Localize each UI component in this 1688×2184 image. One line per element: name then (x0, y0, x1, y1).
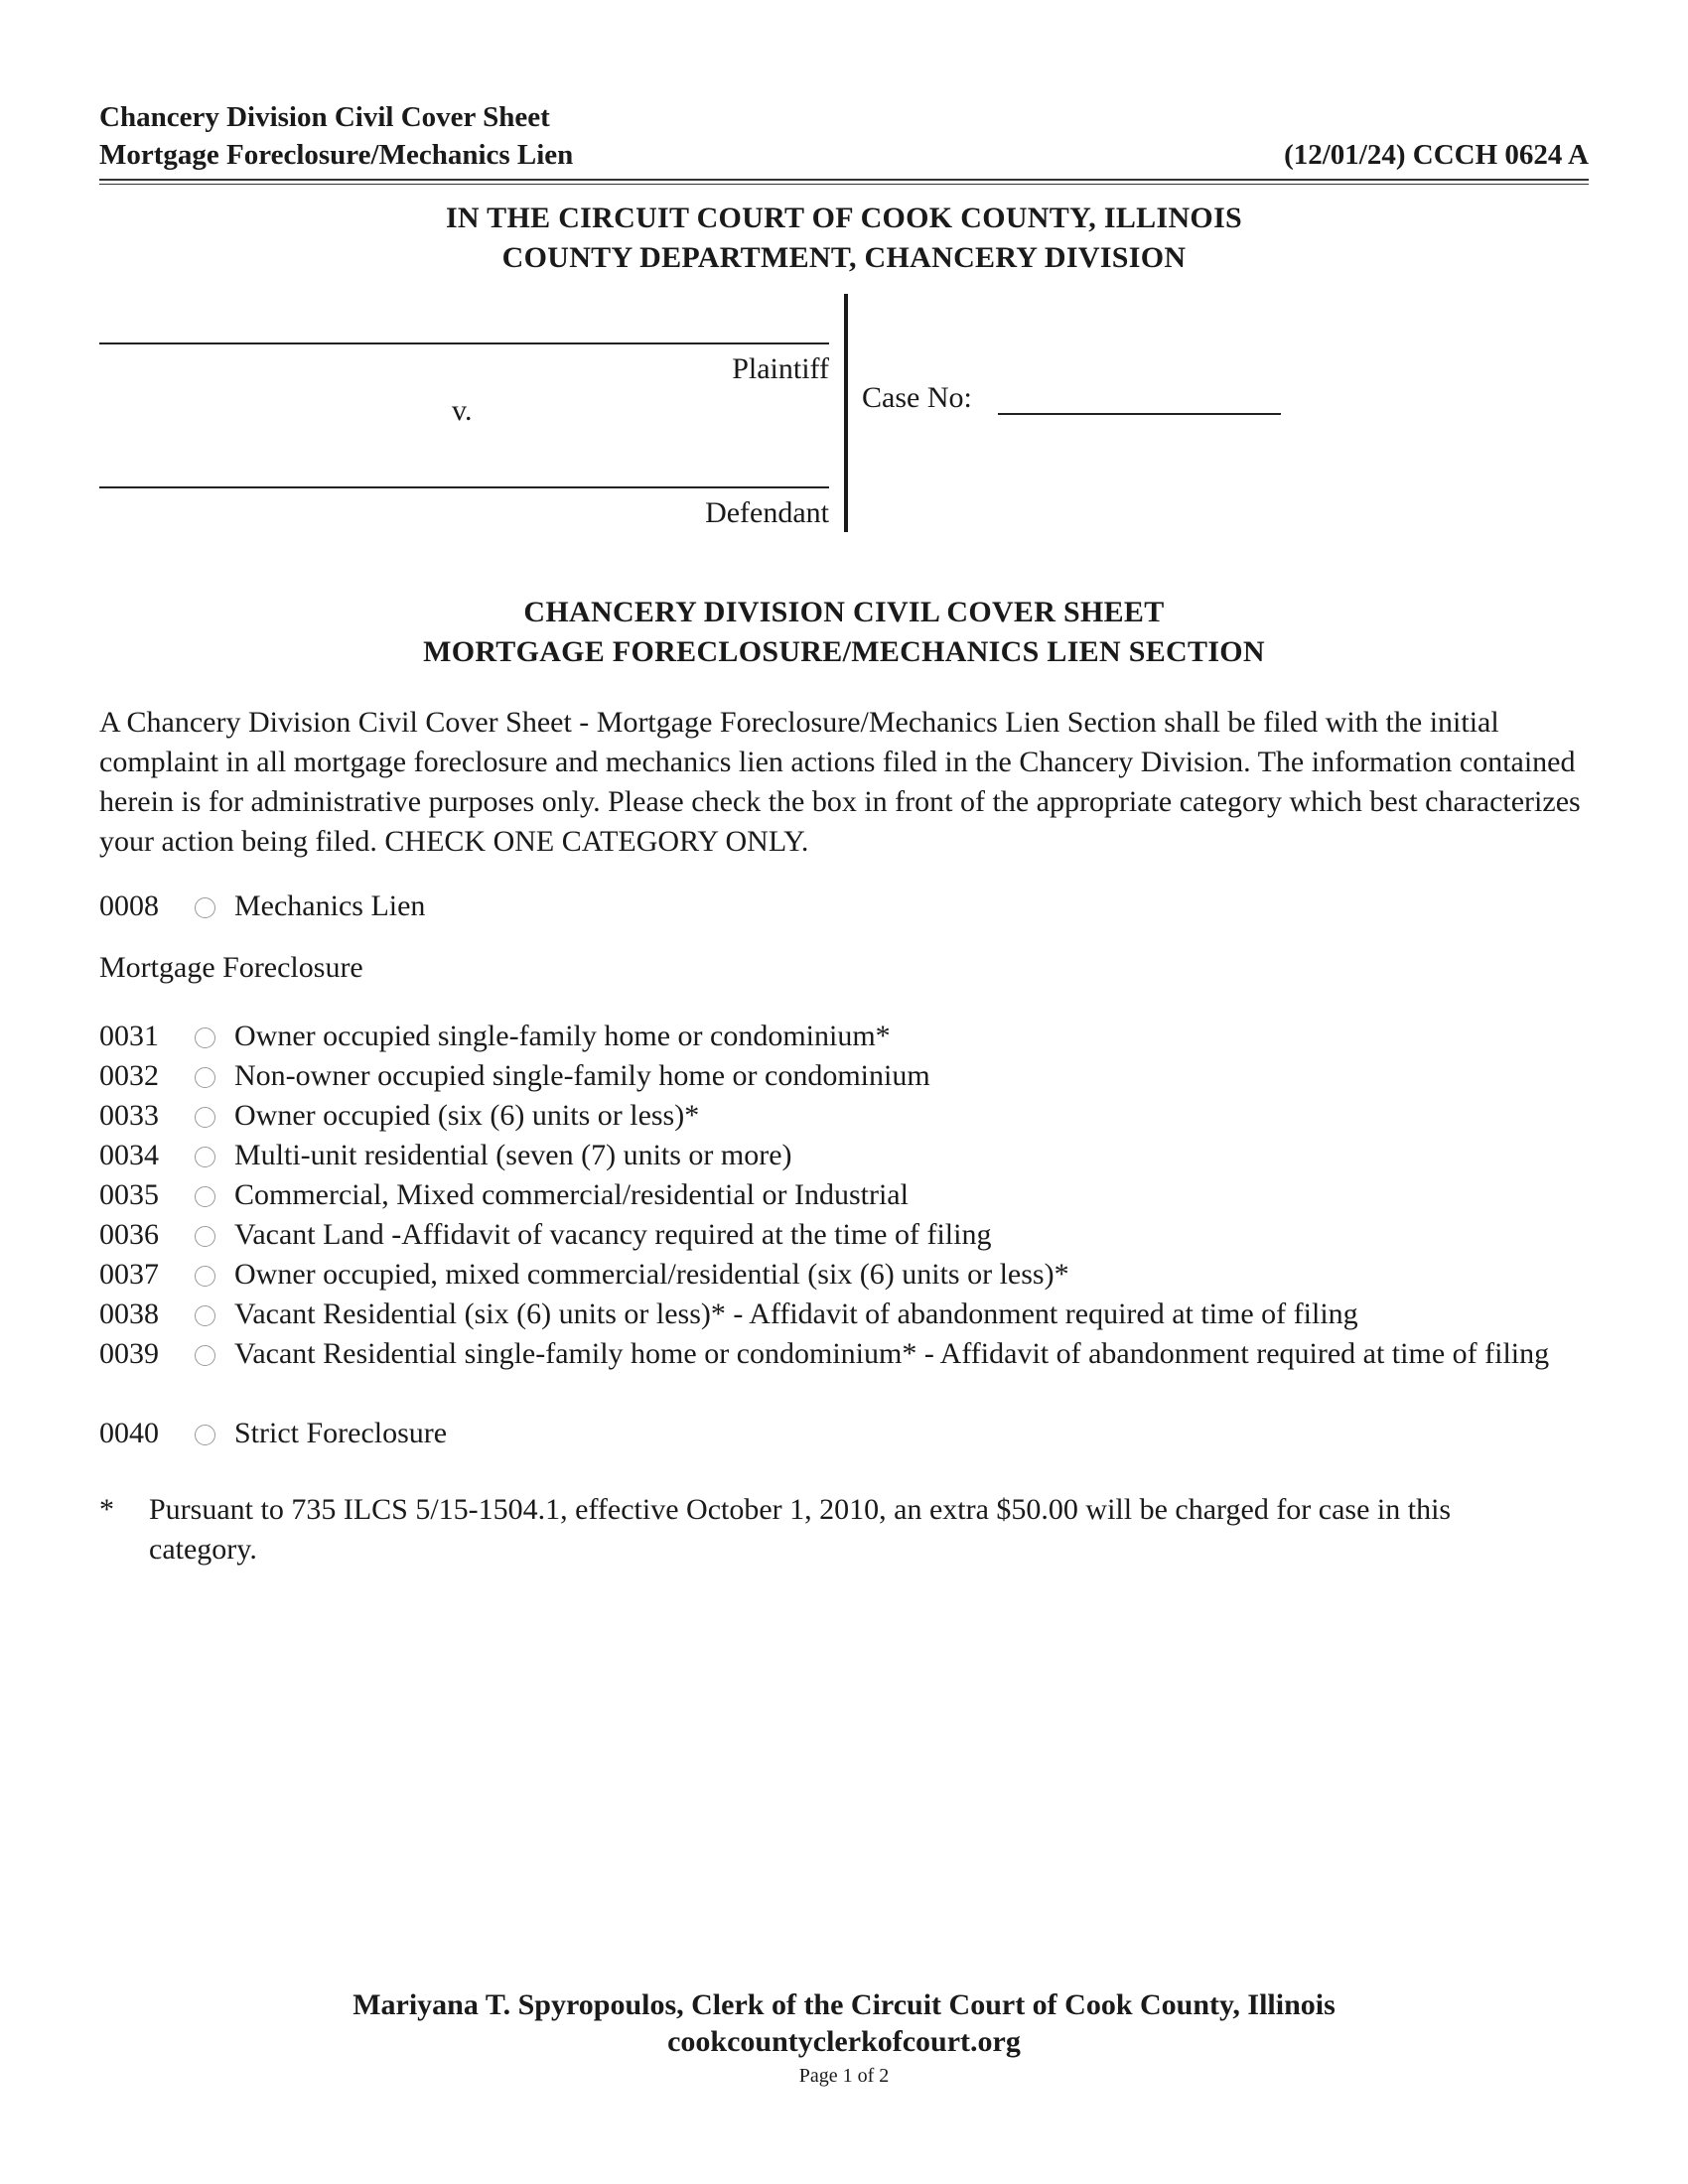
category-code: 0032 (99, 1059, 159, 1092)
case-no-label: Case No: (862, 381, 972, 414)
category-label: Owner occupied, mixed commercial/residential (six (6) units or less)* (234, 1258, 1069, 1291)
category-radio[interactable] (195, 1107, 215, 1128)
category-radio[interactable] (195, 1226, 215, 1247)
form-id: (12/01/24) CCCH 0624 A (1284, 139, 1589, 171)
category-code: 0036 (99, 1218, 159, 1251)
category-label: Owner occupied (six (6) units or less)* (234, 1099, 700, 1132)
defendant-name-field[interactable] (99, 454, 829, 485)
category-label: Vacant Land -Affidavit of vacancy required at the time of filing (234, 1218, 992, 1251)
category-radio[interactable] (195, 1345, 215, 1366)
category-code: 0038 (99, 1297, 159, 1330)
clerk-name: Mariyana T. Spyropoulos, Clerk of the Circuit Court of Cook County, Illinois (352, 1988, 1336, 2021)
defendant-line (99, 486, 829, 488)
category-label: Mechanics Lien (234, 889, 426, 922)
category-code: 0035 (99, 1178, 159, 1211)
caption-divider (844, 294, 848, 532)
mortgage-foreclosure-heading: Mortgage Foreclosure (99, 951, 363, 984)
court-department: COUNTY DEPARTMENT, CHANCERY DIVISION (501, 241, 1187, 274)
category-label: Strict Foreclosure (234, 1417, 448, 1449)
category-code: 0040 (99, 1417, 159, 1449)
category-label: Vacant Residential (six (6) units or less)* - Affidavit of abandonment required at time of filing (234, 1297, 1358, 1330)
form-title: Chancery Division Civil Cover Sheet (99, 101, 550, 133)
mechanics-lien-radio[interactable] (195, 897, 215, 918)
category-code: 0008 (99, 889, 159, 922)
category-label: Non-owner occupied single-family home or condominium (234, 1059, 930, 1092)
page-number: Page 1 of 2 (798, 2065, 890, 2087)
category-label: Multi-unit residential (seven (7) units or more) (234, 1139, 792, 1171)
category-code: 0034 (99, 1139, 159, 1171)
category-label: Commercial, Mixed commercial/residential or Industrial (234, 1178, 909, 1211)
category-label: Vacant Residential single-family home or condominium* - Affidavit of abandonment required at time of filing (234, 1337, 1550, 1370)
case-no-field[interactable] (998, 379, 1281, 415)
footnote-marker: * (99, 1493, 114, 1526)
category-radio[interactable] (195, 1067, 215, 1088)
instructions-paragraph: A Chancery Division Civil Cover Sheet - Mortgage Foreclosure/Mechanics Lien Section shall be filed with the initial complaint in all mortgage foreclosure and mechanics lien actions filed in the Chancery Division. The information contained herein is for administrative purposes only. Please check the box in front of the appropriate category which best characterizes your action being filed. CHECK ONE CATEGORY ONLY. (99, 706, 1581, 858)
category-code: 0031 (99, 1020, 159, 1052)
header-rule (99, 179, 1589, 181)
plaintiff-line (99, 342, 829, 344)
form-subtitle: Mortgage Foreclosure/Mechanics Lien (99, 139, 574, 171)
versus-label: v. (452, 394, 473, 427)
plaintiff-name-field[interactable] (99, 310, 829, 341)
category-code: 0039 (99, 1337, 159, 1370)
defendant-label: Defendant (705, 496, 829, 529)
section-subtitle: MORTGAGE FORECLOSURE/MECHANICS LIEN SECTION (423, 635, 1265, 668)
category-code: 0033 (99, 1099, 159, 1132)
section-title: CHANCERY DIVISION CIVIL COVER SHEET (523, 596, 1165, 628)
category-label: Owner occupied single-family home or condominium* (234, 1020, 891, 1052)
category-radio[interactable] (195, 1425, 215, 1445)
footnote-text: Pursuant to 735 ILCS 5/15-1504.1, effective October 1, 2010, an extra $50.00 will be charged for case in this category. (149, 1493, 1452, 1566)
category-radio[interactable] (195, 1186, 215, 1207)
category-radio[interactable] (195, 1147, 215, 1167)
clerk-website[interactable]: cookcountyclerkofcourt.org (667, 2025, 1021, 2058)
category-code: 0037 (99, 1258, 159, 1291)
plaintiff-label: Plaintiff (732, 352, 829, 385)
court-name: IN THE CIRCUIT COURT OF COOK COUNTY, ILLINOIS (445, 202, 1243, 234)
header-rule-thin (99, 184, 1589, 185)
category-radio[interactable] (195, 1266, 215, 1287)
category-radio[interactable] (195, 1027, 215, 1048)
category-radio[interactable] (195, 1305, 215, 1326)
